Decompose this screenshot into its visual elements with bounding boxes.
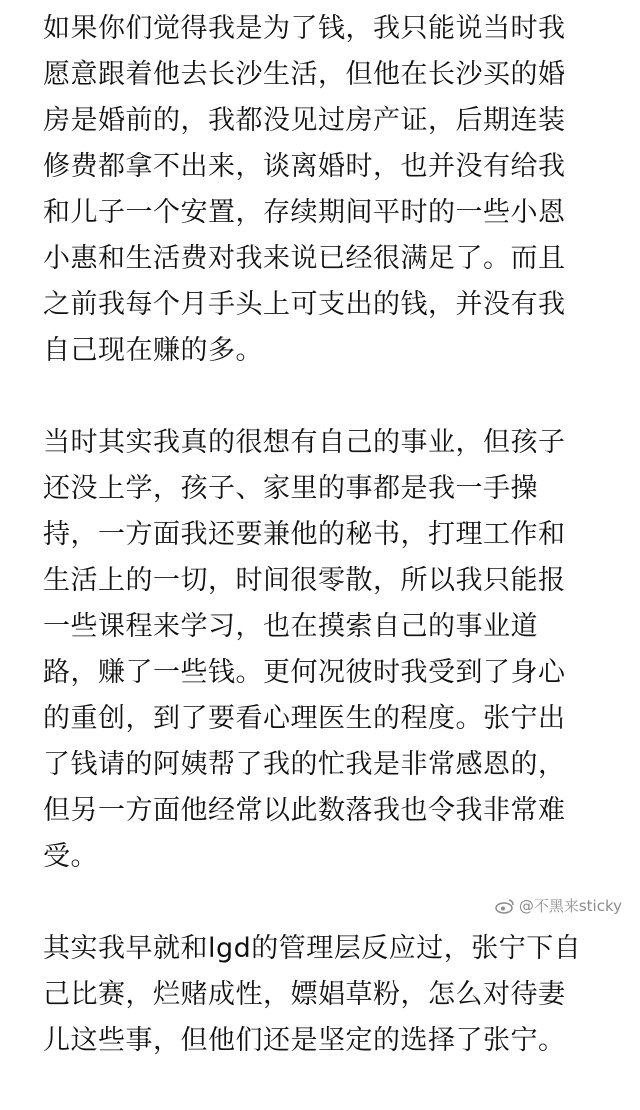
text-line: 但另一方面他经常以此数落我也令我非常难	[43, 795, 566, 826]
text-line: 其实我早就和lgd的管理层反应过，张宁下自	[43, 933, 582, 964]
watermark-text: @不黑来sticky	[518, 897, 622, 915]
text-line: 当时其实我真的很想有自己的事业，但孩子	[43, 427, 566, 458]
weibo-icon	[495, 898, 515, 914]
text-line: 持，一方面我还要兼他的秘书，打理工作和	[43, 519, 566, 550]
paragraph-3	[43, 926, 608, 1064]
text-line: 自己现在赚的多。	[43, 335, 263, 366]
text-line: 的重创，到了要看心理医生的程度。张宁出	[43, 703, 566, 734]
text-line: 了钱请的阿姨帮了我的忙我是非常感恩的，	[43, 749, 566, 780]
text-line: 儿这些事，但他们还是坚定的选择了张宁。	[43, 1025, 566, 1056]
text-line: 己比赛，烂赌成性，嫖娼草粉，怎么对待妻	[43, 979, 566, 1010]
article-body	[43, 6, 608, 1110]
paragraph-1	[43, 6, 608, 374]
weibo-watermark	[495, 895, 622, 916]
text-line: 还没上学，孩子、家里的事都是我一手操	[43, 473, 538, 504]
text-line: 修费都拿不出来，谈离婚时，也并没有给我	[43, 151, 566, 182]
text-line: 一些课程来学习，也在摸索自己的事业道	[43, 611, 538, 642]
text-line: 房是婚前的，我都没见过房产证，后期连装	[43, 105, 566, 136]
paragraph-2	[43, 420, 608, 880]
text-line: 受。	[43, 841, 98, 872]
text-line: 如果你们觉得我是为了钱，我只能说当时我	[43, 13, 566, 44]
text-line: 生活上的一切，时间很零散，所以我只能报	[43, 565, 566, 596]
text-line: 之前我每个月手头上可支出的钱，并没有我	[43, 289, 566, 320]
text-line: 愿意跟着他去长沙生活，但他在长沙买的婚	[43, 59, 566, 90]
text-line: 小惠和生活费对我来说已经很满足了。而且	[43, 243, 566, 274]
text-line: 和儿子一个安置，存续期间平时的一些小恩	[43, 197, 566, 228]
text-line: 路，赚了一些钱。更何况彼时我受到了身心	[43, 657, 566, 688]
